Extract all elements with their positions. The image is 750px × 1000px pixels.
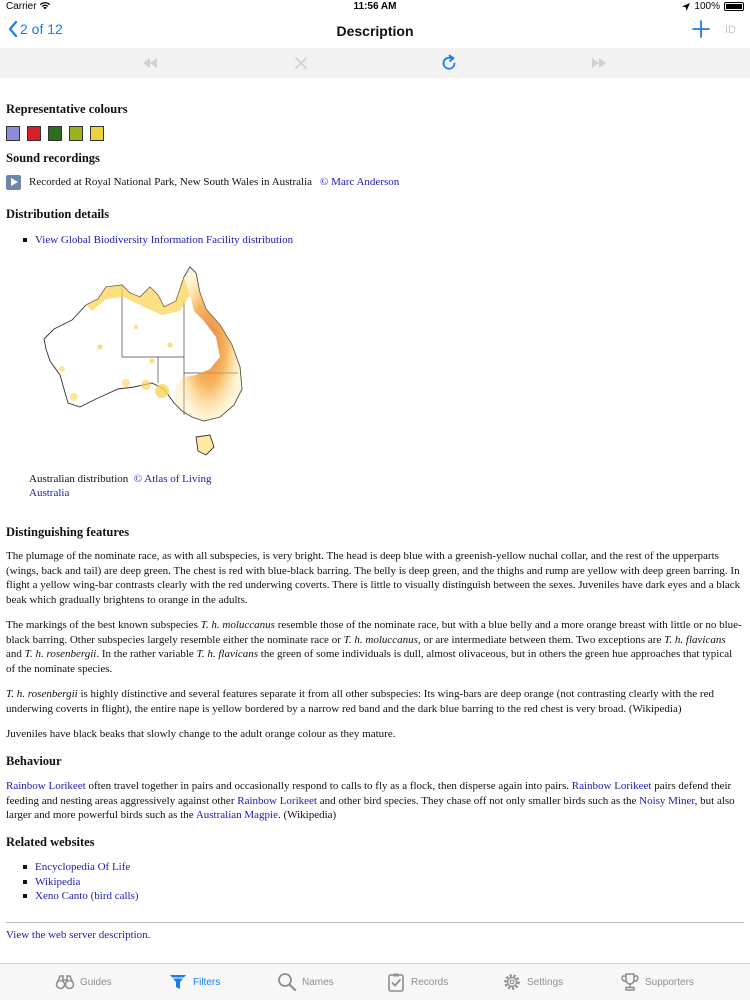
divider <box>6 922 744 923</box>
colour-swatch <box>6 126 20 141</box>
description-content[interactable] <box>0 78 750 963</box>
heat-spot <box>141 380 151 390</box>
rewind-icon[interactable] <box>141 54 159 72</box>
tab-label: Records <box>411 976 449 988</box>
behaviour-heading: Behaviour <box>6 753 62 768</box>
tab-bar <box>0 963 750 1000</box>
location-arrow-icon <box>682 3 690 11</box>
heat-spot <box>59 366 65 372</box>
status-bar <box>0 0 750 14</box>
toolbar <box>0 48 750 78</box>
colour-swatch <box>90 126 104 141</box>
sound-heading: Sound recordings <box>6 150 100 165</box>
list-item <box>6 233 744 248</box>
distribution-heading: Distribution details <box>6 207 110 221</box>
refresh-icon[interactable] <box>440 54 458 72</box>
colour-swatch <box>27 126 41 141</box>
recording-credit-link[interactable]: © Marc Anderson <box>320 176 400 189</box>
heat-spot <box>122 379 130 387</box>
heat-spot <box>155 384 169 398</box>
tab-label: Supporters <box>645 976 694 988</box>
id-button[interactable]: ID <box>725 24 736 36</box>
ala-link[interactable]: © Atlas of Living Australia <box>29 472 212 499</box>
eol-link[interactable]: Encyclopedia Of Life <box>35 861 131 873</box>
heat-spot <box>134 325 138 329</box>
web-server-link[interactable]: View the web server description. <box>6 928 151 941</box>
distribution-list <box>6 233 744 248</box>
tab-records[interactable] <box>386 972 448 992</box>
binoculars-icon <box>55 972 75 992</box>
battery-percent: 100% <box>694 1 720 12</box>
add-icon[interactable] <box>690 18 712 40</box>
recording-text: Recorded at Royal National Park, New South Wales in Australia <box>29 176 313 189</box>
features-paragraph-3: T. h. rosenbergii is highly distinctive and several features separate it from all other subspecies: Its wing-bars are deep orange (not contrasting clearly with the red underwing coverts in flight), the entire nape is yellow bordered by a narrow red band and the dark blue barring to the red chest is very broad. (Wikipedia) <box>6 688 714 715</box>
australian-magpie-link[interactable]: Australian Magpie <box>195 809 278 821</box>
colour-swatches <box>6 126 744 141</box>
funnel-icon <box>168 972 188 992</box>
heat-spot <box>168 343 173 348</box>
heat-spot <box>150 359 155 364</box>
colour-swatch <box>48 126 62 141</box>
tab-label: Names <box>302 976 334 988</box>
related-links-list <box>6 860 744 904</box>
clock: 11:56 AM <box>353 1 397 12</box>
tab-label: Filters <box>193 976 221 988</box>
gear-icon <box>502 972 522 992</box>
close-icon[interactable] <box>292 54 310 72</box>
tab-settings[interactable] <box>502 972 563 992</box>
colours-heading: Representative colours <box>6 102 128 116</box>
wikipedia-link[interactable]: Wikipedia <box>35 875 81 888</box>
battery-icon <box>724 2 744 11</box>
list-item <box>6 875 744 890</box>
rainbow-lorikeet-link[interactable]: Rainbow Lorikeet <box>571 780 652 792</box>
carrier-label: Carrier <box>6 1 51 12</box>
xeno-canto-link[interactable]: Xeno Canto (bird calls) <box>35 890 139 902</box>
tab-names[interactable] <box>277 972 334 992</box>
tab-supporters[interactable] <box>620 972 694 992</box>
page-title: Description <box>336 23 414 39</box>
magnifier-icon <box>277 972 297 992</box>
tab-label: Guides <box>80 976 112 988</box>
map-caption: Australian distribution © Atlas of Living Australia <box>29 472 212 499</box>
features-paragraph-4: Juveniles have black beaks that slowly change to the adult orange colour as they mature. <box>6 728 396 740</box>
rainbow-lorikeet-link[interactable]: Rainbow Lorikeet <box>6 780 86 792</box>
navigation-bar <box>0 14 750 48</box>
behaviour-paragraph: Rainbow Lorikeet often travel together in pairs and occasionally respond to calls to fly as a flock, then disperse again into pairs. Rainbow Lorikeet pairs defend their feeding and nesting areas aggressively against other Rainbow Lorikeet and other bird species. They chase off not only smaller birds such as the Noisy Miner, but also larger and more powerful birds such as the Australian Magpie. (Wikipedia) <box>6 780 735 821</box>
recording-row <box>6 175 744 190</box>
list-item <box>6 889 744 904</box>
tasmania-outline <box>196 435 214 455</box>
play-icon[interactable] <box>6 175 21 190</box>
features-heading: Distinguishing features <box>6 524 130 539</box>
distribution-map <box>34 265 264 463</box>
features-paragraph-2: The markings of the best known subspecies T. h. moluccanus resemble those of the nominate race, but with a blue belly and a more orange breast with little or no blue-black barring. Other subspecies largely resemble either the nominate race or T. h. moluccanus, or are intermediate between them. Two exceptions are T. h. flavicans and T. h. rosenbergii. In the rather variable T. h. flavicans the green of some individuals is dull, almost olivaceous, but in others the green hue approaches that typical of the nominate species. <box>6 619 742 675</box>
fast-forward-icon[interactable] <box>590 54 608 72</box>
noisy-miner-link[interactable]: Noisy Miner <box>639 794 695 807</box>
clipboard-check-icon <box>386 972 406 992</box>
gbif-link[interactable]: View Global Biodiversity Information Facility distribution <box>35 233 294 246</box>
tab-guides[interactable] <box>55 972 112 992</box>
features-paragraph-1: The plumage of the nominate race, as with all subspecies, is very bright. The head is deep blue with a greenish-yellow nuchal collar, and the rest of the upperparts (wings, back and tail) are deep green. The chest is red with blue-black barring. The belly is deep green, and the thighs and rump are yellow with deep green barring. In flight a yellow wing-bar contrasts clearly with the red underwing coverts. There is little to visually distinguish between the sexes. Juveniles have dark eyes and a black beak which gradually brightens to orange in the adults. <box>6 550 741 606</box>
tab-label: Settings <box>527 976 564 988</box>
heat-spot <box>98 345 103 350</box>
back-button-label: 2 of 12 <box>20 21 63 37</box>
rainbow-lorikeet-link[interactable]: Rainbow Lorikeet <box>237 794 317 807</box>
trophy-icon <box>620 972 640 992</box>
heat-spot <box>70 393 78 401</box>
related-heading: Related websites <box>6 834 95 849</box>
list-item <box>6 860 744 875</box>
colour-swatch <box>69 126 83 141</box>
tab-filters[interactable] <box>168 972 220 992</box>
